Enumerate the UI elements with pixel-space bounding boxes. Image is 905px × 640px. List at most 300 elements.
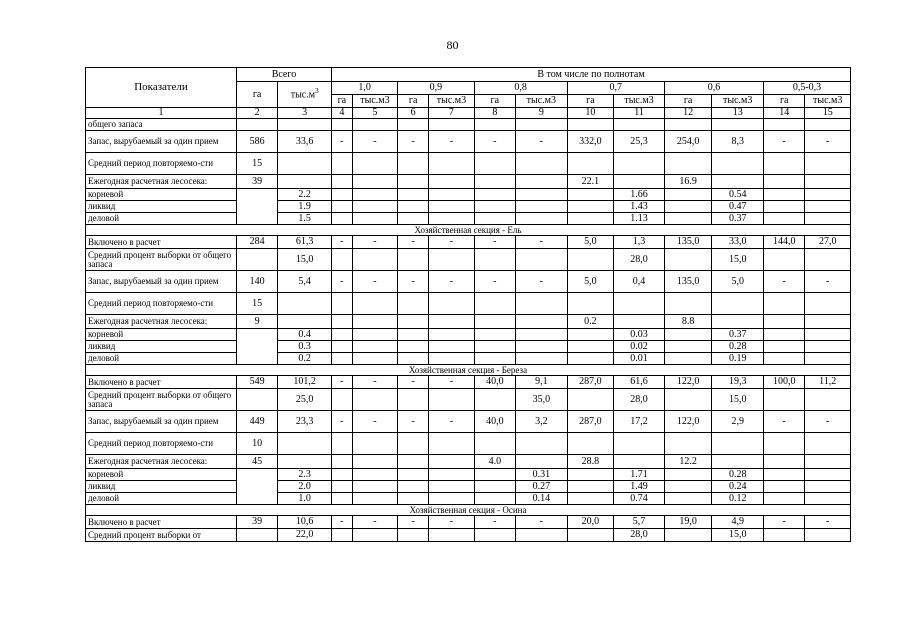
table-cell — [664, 329, 712, 341]
table-cell — [764, 213, 805, 225]
table-cell — [332, 341, 353, 353]
table-cell — [764, 481, 805, 493]
table-cell — [474, 315, 515, 329]
table-cell — [332, 293, 353, 315]
table-cell: 19,0 — [664, 516, 712, 529]
table-cell: 0.03 — [614, 329, 665, 341]
table-cell — [398, 249, 429, 271]
table-row — [86, 315, 851, 329]
table-cell: 144,0 — [764, 236, 805, 249]
table-cell: 1.0 — [278, 493, 332, 505]
total-volume-header: $тыс.м^3$ — [278, 82, 332, 108]
table-cell — [398, 189, 429, 201]
table-cell — [805, 529, 851, 542]
column-number: 2 — [236, 108, 277, 119]
table-cell — [567, 353, 614, 365]
table-row — [86, 353, 851, 365]
row-label: Включено в расчет — [86, 516, 237, 529]
table-cell: 0.02 — [614, 341, 665, 353]
table-cell — [664, 481, 712, 493]
table-cell: 122,0 — [664, 411, 712, 433]
table-cell — [332, 213, 353, 225]
density-header: 0,6 — [664, 82, 763, 95]
table-row — [86, 493, 851, 505]
section-row — [86, 225, 851, 236]
table-cell: 101,2 — [278, 376, 332, 389]
table-cell — [352, 433, 397, 455]
table-cell: 1.71 — [614, 469, 665, 481]
table-cell — [614, 293, 665, 315]
table-cell — [352, 293, 397, 315]
row-label: Запас, вырубаемый за один прием — [86, 271, 237, 293]
table-cell: 8,3 — [712, 131, 764, 153]
table-cell: 449 — [236, 411, 277, 433]
table-row — [86, 411, 851, 433]
total-header: Всего — [236, 68, 331, 82]
table-cell — [614, 315, 665, 329]
table-cell — [352, 469, 397, 481]
table-cell: - — [352, 376, 397, 389]
table-cell: 15,0 — [712, 529, 764, 542]
table-cell — [429, 341, 474, 353]
table-cell — [805, 341, 851, 353]
table-cell: - — [764, 271, 805, 293]
table-cell — [664, 469, 712, 481]
table-row — [86, 341, 851, 353]
table-cell: - — [764, 516, 805, 529]
table-cell: 15 — [236, 153, 277, 175]
table-cell — [352, 455, 397, 469]
column-number: 7 — [429, 108, 474, 119]
table-cell — [429, 455, 474, 469]
table-cell — [712, 175, 764, 189]
column-number: 6 — [398, 108, 429, 119]
column-number: 4 — [332, 108, 353, 119]
table-cell — [474, 493, 515, 505]
table-cell — [764, 389, 805, 411]
table-cell: - — [398, 411, 429, 433]
table-cell — [516, 175, 568, 189]
table-cell — [398, 433, 429, 455]
row-label: деловой — [86, 353, 237, 365]
table-cell: - — [398, 271, 429, 293]
table-cell — [664, 293, 712, 315]
table-cell: - — [398, 516, 429, 529]
table-cell — [516, 189, 568, 201]
total-ha-header: га — [236, 82, 277, 108]
table-cell — [236, 249, 277, 271]
table-cell — [429, 293, 474, 315]
table-cell — [567, 119, 614, 131]
table-cell: 19,3 — [712, 376, 764, 389]
unit-volume-header: тыс.м3 — [516, 95, 568, 108]
table-cell: - — [352, 516, 397, 529]
table-cell: - — [474, 236, 515, 249]
table-row — [86, 529, 851, 542]
table-cell — [398, 153, 429, 175]
table-cell — [429, 353, 474, 365]
table-cell — [398, 175, 429, 189]
table-cell — [805, 353, 851, 365]
table-cell: 0.2 — [567, 315, 614, 329]
table-cell — [805, 481, 851, 493]
table-cell — [398, 329, 429, 341]
table-cell: 15,0 — [712, 249, 764, 271]
table-cell — [352, 175, 397, 189]
unit-ha-header: га — [764, 95, 805, 108]
table-cell: - — [332, 411, 353, 433]
table-cell — [429, 481, 474, 493]
table-cell — [764, 455, 805, 469]
table-cell — [764, 249, 805, 271]
row-label: ликвид — [86, 481, 237, 493]
table-cell — [614, 175, 665, 189]
table-cell: - — [764, 131, 805, 153]
table-cell: - — [429, 516, 474, 529]
table-cell: - — [474, 271, 515, 293]
table-cell — [429, 189, 474, 201]
row-label: Средний период повторяемо-сти — [86, 433, 237, 455]
table-cell: 586 — [236, 131, 277, 153]
table-cell: 1.43 — [614, 201, 665, 213]
table-cell — [236, 389, 277, 411]
table-cell: 0.24 — [712, 481, 764, 493]
table-cell — [332, 389, 353, 411]
row-label: Включено в расчет — [86, 376, 237, 389]
table-cell: 40,0 — [474, 411, 515, 433]
table-cell: - — [352, 131, 397, 153]
table-cell: - — [352, 411, 397, 433]
table-cell: 9,1 — [516, 376, 568, 389]
table-cell — [352, 119, 397, 131]
table-row — [86, 455, 851, 469]
unit-ha-header: га — [332, 95, 353, 108]
table-cell — [764, 315, 805, 329]
table-cell — [614, 455, 665, 469]
table-cell — [516, 153, 568, 175]
table-cell: 35,0 — [516, 389, 568, 411]
column-number: 1 — [86, 108, 237, 119]
table-cell: 27,0 — [805, 236, 851, 249]
table-cell — [332, 455, 353, 469]
table-cell — [567, 389, 614, 411]
table-row — [86, 293, 851, 315]
table-cell — [352, 389, 397, 411]
table-cell — [516, 315, 568, 329]
density-header: 0,5-0,3 — [764, 82, 851, 95]
unit-volume-header: тыс.м3 — [805, 95, 851, 108]
table-cell — [764, 175, 805, 189]
table-cell — [429, 201, 474, 213]
table-cell — [764, 493, 805, 505]
table-cell: 20,0 — [567, 516, 614, 529]
table-cell — [352, 341, 397, 353]
table-cell — [474, 529, 515, 542]
column-number: 15 — [805, 108, 851, 119]
table-cell — [398, 213, 429, 225]
table-cell — [712, 433, 764, 455]
table-cell — [567, 329, 614, 341]
table-cell — [332, 529, 353, 542]
table-cell — [429, 433, 474, 455]
table-cell: 25,0 — [278, 389, 332, 411]
table-cell: 2.0 — [278, 481, 332, 493]
table-cell: 1.49 — [614, 481, 665, 493]
section-title: Хозяйственная секция - Осина — [86, 505, 851, 516]
table-cell — [352, 315, 397, 329]
table-cell — [712, 293, 764, 315]
row-label: деловой — [86, 493, 237, 505]
unit-ha-header: га — [398, 95, 429, 108]
table-cell — [332, 481, 353, 493]
row-label: корневой — [86, 329, 237, 341]
table-cell: 61,6 — [614, 376, 665, 389]
table-cell — [236, 529, 277, 542]
table-cell — [614, 433, 665, 455]
row-label: деловой — [86, 213, 237, 225]
table-cell: 0.31 — [516, 469, 568, 481]
table-cell — [567, 293, 614, 315]
table-row — [86, 376, 851, 389]
table-cell — [805, 493, 851, 505]
column-number: 5 — [352, 108, 397, 119]
table-row — [86, 433, 851, 455]
table-cell — [474, 353, 515, 365]
table-cell: 332,0 — [567, 131, 614, 153]
table-cell — [764, 153, 805, 175]
table-cell — [429, 469, 474, 481]
table-cell — [712, 455, 764, 469]
table-cell — [332, 153, 353, 175]
section-row — [86, 365, 851, 376]
indicators-header: Показатели — [86, 68, 237, 108]
table-cell — [567, 213, 614, 225]
table-cell — [474, 119, 515, 131]
table-cell — [664, 341, 712, 353]
table-cell — [712, 119, 764, 131]
table-row — [86, 201, 851, 213]
table-cell — [398, 529, 429, 542]
table-cell — [712, 153, 764, 175]
table-cell: 5,0 — [567, 236, 614, 249]
table-cell: 5,7 — [614, 516, 665, 529]
table-cell — [567, 249, 614, 271]
table-cell: 0.28 — [712, 469, 764, 481]
table-cell — [764, 341, 805, 353]
table-cell: 40,0 — [474, 376, 515, 389]
table-cell — [236, 189, 277, 225]
table-cell: 0.12 — [712, 493, 764, 505]
table-row — [86, 213, 851, 225]
table-cell — [567, 201, 614, 213]
table-cell: - — [516, 131, 568, 153]
table-cell — [516, 341, 568, 353]
table-cell — [764, 529, 805, 542]
table-cell: 15,0 — [278, 249, 332, 271]
table-cell: - — [352, 236, 397, 249]
table-cell — [664, 389, 712, 411]
table-cell — [805, 389, 851, 411]
table-cell: 2,9 — [712, 411, 764, 433]
table-cell: 2.3 — [278, 469, 332, 481]
table-cell: - — [805, 411, 851, 433]
table-cell: 135,0 — [664, 271, 712, 293]
table-cell: 16.9 — [664, 175, 712, 189]
table-cell — [516, 455, 568, 469]
table-cell — [429, 529, 474, 542]
table-cell — [805, 469, 851, 481]
table-cell — [614, 153, 665, 175]
table-row — [86, 175, 851, 189]
table-cell — [474, 469, 515, 481]
table-cell: - — [805, 516, 851, 529]
table-cell — [474, 481, 515, 493]
table-cell — [398, 353, 429, 365]
table-cell: 0.37 — [712, 213, 764, 225]
table-row — [86, 516, 851, 529]
table-cell — [664, 189, 712, 201]
table-body — [86, 119, 851, 542]
table-cell — [398, 119, 429, 131]
table-cell — [332, 433, 353, 455]
table-cell: 33,0 — [712, 236, 764, 249]
table-cell — [805, 201, 851, 213]
table-cell: 3,2 — [516, 411, 568, 433]
table-cell: - — [352, 271, 397, 293]
table-row — [86, 131, 851, 153]
table-cell — [236, 119, 277, 131]
table-cell — [805, 249, 851, 271]
allowable-cut-table — [85, 67, 851, 542]
table-cell — [805, 119, 851, 131]
table-cell — [429, 329, 474, 341]
table-row — [86, 249, 851, 271]
table-cell: 10 — [236, 433, 277, 455]
table-cell — [332, 329, 353, 341]
table-cell: - — [429, 131, 474, 153]
unit-ha-header: га — [474, 95, 515, 108]
table-cell: 25,3 — [614, 131, 665, 153]
unit-volume-header: тыс.м3 — [429, 95, 474, 108]
table-cell: - — [332, 516, 353, 529]
table-cell: 10,6 — [278, 516, 332, 529]
table-cell: - — [398, 376, 429, 389]
row-label: Включено в расчет — [86, 236, 237, 249]
table-cell: 0.54 — [712, 189, 764, 201]
table-cell: - — [516, 516, 568, 529]
table-row — [86, 119, 851, 131]
table-cell — [516, 213, 568, 225]
table-cell — [712, 315, 764, 329]
table-cell: 0.4 — [278, 329, 332, 341]
table-cell: - — [398, 131, 429, 153]
section-row — [86, 505, 851, 516]
row-label: корневой — [86, 469, 237, 481]
unit-volume-header: тыс.м3 — [352, 95, 397, 108]
table-cell — [474, 153, 515, 175]
table-cell: 122,0 — [664, 376, 712, 389]
table-cell — [516, 249, 568, 271]
table-row — [86, 271, 851, 293]
table-cell: 33,6 — [278, 131, 332, 153]
table-cell — [764, 469, 805, 481]
table-cell — [805, 189, 851, 201]
column-number: 11 — [614, 108, 665, 119]
table-cell — [474, 433, 515, 455]
row-label: Средний период повторяемо-сти — [86, 153, 237, 175]
table-cell: 39 — [236, 175, 277, 189]
table-cell: - — [332, 271, 353, 293]
unit-ha-header: га — [567, 95, 614, 108]
table-cell: - — [429, 376, 474, 389]
table-cell: 4,9 — [712, 516, 764, 529]
table-cell — [332, 249, 353, 271]
table-cell — [332, 175, 353, 189]
table-row — [86, 189, 851, 201]
table-cell — [352, 529, 397, 542]
table-cell: 1.13 — [614, 213, 665, 225]
table-cell — [429, 249, 474, 271]
table-header — [86, 68, 851, 119]
table-cell — [332, 493, 353, 505]
table-cell: 5,0 — [567, 271, 614, 293]
section-title: Хозяйственная секция - Береза — [86, 365, 851, 376]
table-cell: 0.2 — [278, 353, 332, 365]
table-cell: - — [429, 411, 474, 433]
table-cell — [398, 389, 429, 411]
unit-ha-header: га — [664, 95, 712, 108]
table-cell: 28,0 — [614, 249, 665, 271]
table-cell: - — [805, 271, 851, 293]
table-cell — [352, 201, 397, 213]
table-cell — [567, 493, 614, 505]
table-cell — [474, 201, 515, 213]
density-header: 0,9 — [398, 82, 474, 95]
table-cell — [429, 153, 474, 175]
table-cell: - — [805, 131, 851, 153]
table-cell — [278, 153, 332, 175]
row-label: Ежегодная расчетная лесосека: — [86, 315, 237, 329]
table-cell — [764, 329, 805, 341]
table-cell — [278, 175, 332, 189]
unit-volume-header: тыс.м3 — [614, 95, 665, 108]
table-cell — [352, 481, 397, 493]
table-cell — [398, 293, 429, 315]
table-cell — [567, 469, 614, 481]
column-number: 3 — [278, 108, 332, 119]
table-cell: 1.66 — [614, 189, 665, 201]
table-cell — [516, 529, 568, 542]
table-cell — [278, 293, 332, 315]
table-cell — [352, 153, 397, 175]
row-label: Запас, вырубаемый за один прием — [86, 411, 237, 433]
table-cell — [664, 249, 712, 271]
table-cell — [664, 529, 712, 542]
table-cell: - — [474, 131, 515, 153]
table-cell: 9 — [236, 315, 277, 329]
table-cell: 549 — [236, 376, 277, 389]
table-cell — [332, 201, 353, 213]
table-cell: 17,2 — [614, 411, 665, 433]
table-cell: 2.2 — [278, 189, 332, 201]
table-row — [86, 481, 851, 493]
table-cell — [474, 293, 515, 315]
table-cell: 1.9 — [278, 201, 332, 213]
table-cell — [764, 433, 805, 455]
table-cell — [474, 249, 515, 271]
table-cell: 61,3 — [278, 236, 332, 249]
table-cell: 135,0 — [664, 236, 712, 249]
